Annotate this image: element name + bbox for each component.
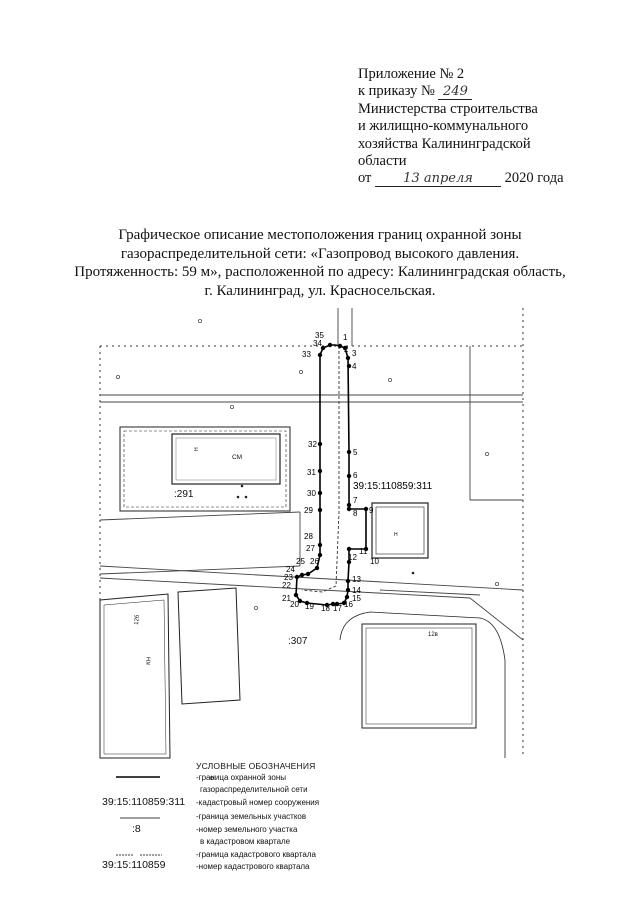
point-label: 32 xyxy=(308,440,317,449)
cadastral-number-label: 39:15:110859:311 xyxy=(353,481,433,492)
date-prefix: от xyxy=(358,170,372,187)
appendix-line: Приложение № 2 xyxy=(358,66,465,82)
ministry-line: и жилищно-коммунального xyxy=(358,118,529,135)
point-label: 23 xyxy=(284,573,293,582)
legend-symbols xyxy=(116,777,162,855)
parcel-291-label: :291 xyxy=(174,489,194,500)
title-line: Графическое описание местоположения границ охранной зоны xyxy=(118,227,522,243)
point-label: 7 xyxy=(353,496,358,505)
order-number-handwritten: 249 xyxy=(438,85,472,100)
title-line: газораспределительной сети: «Газопровод высокого давления. xyxy=(120,245,520,262)
legend-item-quarter-border: -граница кадастрового квартала xyxy=(196,850,316,859)
lower-left-buildings xyxy=(100,588,240,758)
legend-item-cadastral: -кадастровый номер сооружения xyxy=(196,798,320,807)
legend-item-parcel-number-cont: в кадастровом квартале xyxy=(200,837,291,846)
point-label: 33 xyxy=(302,350,311,359)
legend-item-parcel-number: -номер земельного участка xyxy=(196,825,298,834)
point-label: 17 xyxy=(333,604,342,613)
point-labels xyxy=(282,331,379,613)
point-label: 13 xyxy=(352,575,361,584)
legend-symbol-parcel: :8 xyxy=(132,823,141,835)
point-label: 12 xyxy=(348,553,357,562)
building-label-cm: СМ xyxy=(232,454,243,461)
point-label: 29 xyxy=(304,506,313,515)
ministry-line: хозяйства Калининградской xyxy=(358,135,531,152)
point-label: 9 xyxy=(369,506,374,515)
parcel-307-label: :307 xyxy=(288,636,308,647)
point-label: 28 xyxy=(304,532,313,541)
legend-item-zone-cont: газораспределительной сети xyxy=(200,785,308,794)
date-handwritten: 13 апреля xyxy=(375,172,501,187)
legend-item-quarter-number: -номер кадастрового квартала xyxy=(196,862,310,871)
point-label: 11 xyxy=(359,547,368,556)
point-label: 10 xyxy=(370,557,379,566)
point-label: 3 xyxy=(352,349,357,358)
point-label: 27 xyxy=(306,544,315,553)
point-label: 21 xyxy=(282,594,291,603)
point-label: 19 xyxy=(305,602,314,611)
legend-item-parcel-border: -граница земельных участков xyxy=(196,812,307,821)
title-line: Протяженность: 59 м», расположенной по адресу: Калининградская область, xyxy=(74,264,566,281)
building-label-n: Н xyxy=(194,447,200,451)
title-line: г. Калининград, ул. Красносельская. xyxy=(204,282,436,299)
building-label-12v: 12в xyxy=(428,632,438,638)
point-label: 5 xyxy=(353,448,358,457)
legend-symbol-cadastral: 39:15:110859:311 xyxy=(102,796,186,808)
point-label: 6 xyxy=(353,471,358,480)
point-label: 1 xyxy=(343,333,348,342)
small-building xyxy=(372,503,428,558)
point-label: 31 xyxy=(307,468,316,477)
point-label: 22 xyxy=(282,581,291,590)
point-label: 30 xyxy=(307,489,316,498)
order-prefix: к приказу № xyxy=(358,83,435,100)
date-suffix: 2020 года xyxy=(504,170,564,187)
building-label-12b: 12б xyxy=(134,614,141,626)
building-label-h: Н xyxy=(394,532,398,538)
point-label: 34 xyxy=(313,339,322,348)
lower-right-building xyxy=(340,612,505,758)
parcel-291 xyxy=(120,427,290,511)
point-label: 8 xyxy=(353,509,358,518)
legend-heading: УСЛОВНЫЕ ОБОЗНАЧЕНИЯ xyxy=(196,761,316,771)
ministry-line: области xyxy=(358,153,407,170)
point-label: 18 xyxy=(321,604,330,613)
legend-symbol-quarter: 39:15:110859 xyxy=(102,859,166,871)
point-label: 15 xyxy=(352,594,361,603)
point-label: 14 xyxy=(352,586,361,595)
point-label: 26 xyxy=(310,557,319,566)
point-label: 24 xyxy=(286,565,295,574)
point-label: 35 xyxy=(315,331,324,340)
legend-item-zone: -граница охранной зоны xyxy=(196,773,287,782)
building-label-kn: КН xyxy=(146,656,153,666)
point-label: 4 xyxy=(352,362,357,371)
point-label: 2 xyxy=(344,345,349,354)
point-label: 20 xyxy=(290,600,299,609)
point-label: 25 xyxy=(296,557,305,566)
point-label: 16 xyxy=(344,600,353,609)
ministry-line: Министерства строительства xyxy=(358,100,538,117)
